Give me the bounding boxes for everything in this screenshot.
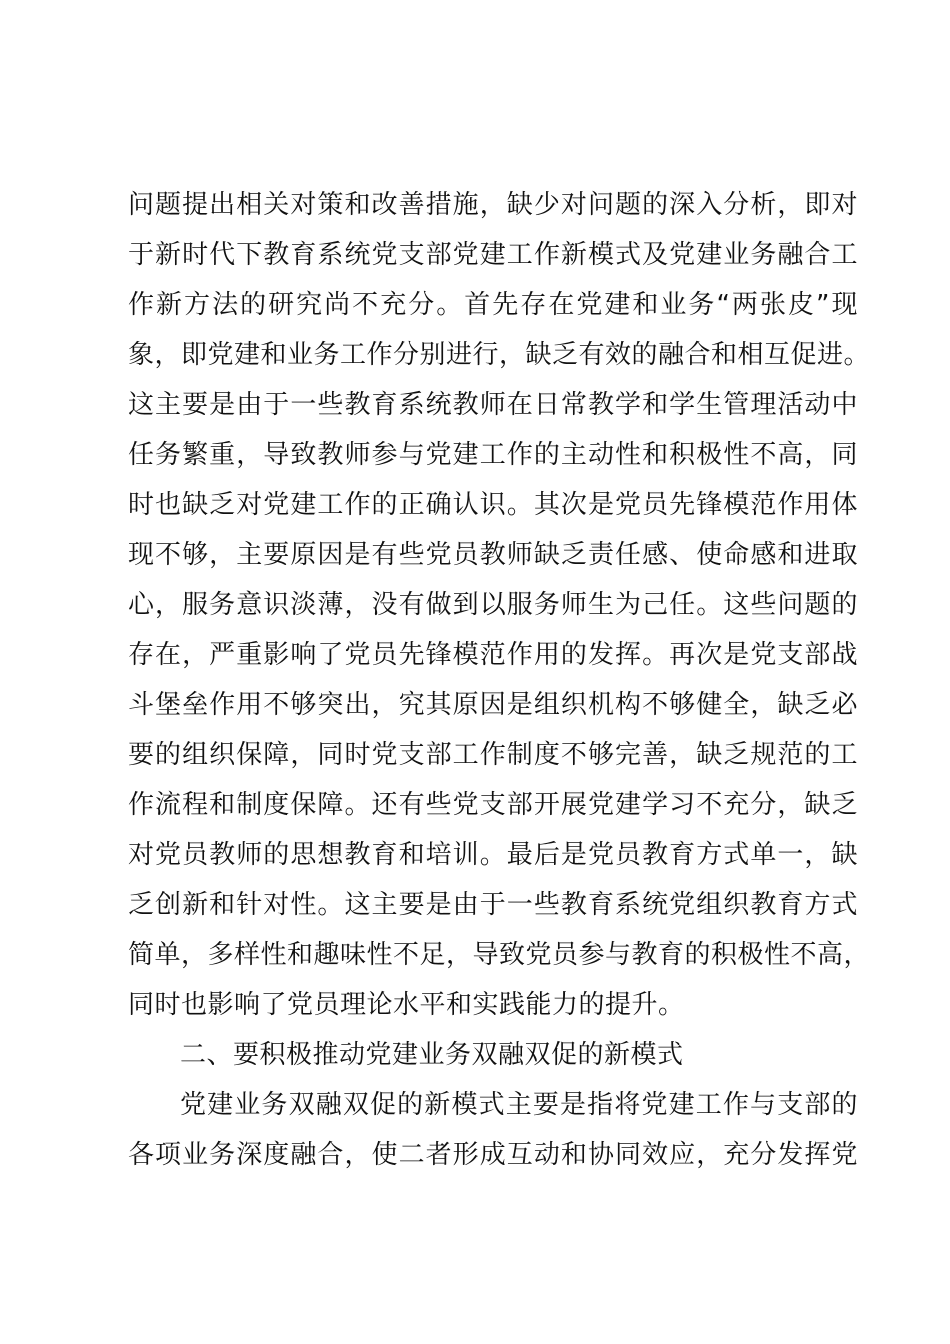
text-line: 斗堡垒作用不够突出，究其原因是组织机构不够健全，缺乏必 bbox=[128, 690, 858, 720]
text-line: 作新方法的研究尚不充分。首先存在党建和业务“两张皮”现 bbox=[128, 290, 858, 320]
text-line: 乏创新和针对性。这主要是由于一些教育系统党组织教育方式 bbox=[128, 890, 858, 920]
paragraph-end-line: 同时也影响了党员理论水平和实践能力的提升。 bbox=[128, 990, 685, 1020]
text-line: 对党员教师的思想教育和培训。最后是党员教育方式单一，缺 bbox=[128, 840, 858, 870]
section-heading: 二、要积极推动党建业务双融双促的新模式 bbox=[180, 1040, 684, 1070]
text-line: 问题提出相关对策和改善措施，缺少对问题的深入分析，即对 bbox=[128, 190, 858, 220]
text-line: 时也缺乏对党建工作的正确认识。其次是党员先锋模范作用体 bbox=[128, 490, 858, 520]
text-line: 简单，多样性和趣味性不足，导致党员参与教育的积极性不高， bbox=[128, 940, 871, 970]
text-line: 象，即党建和业务工作分别进行，缺乏有效的融合和相互促进。 bbox=[128, 340, 871, 370]
text-line: 要的组织保障，同时党支部工作制度不够完善，缺乏规范的工 bbox=[128, 740, 858, 770]
body-text bbox=[128, 180, 871, 1180]
text-line: 党建业务双融双促的新模式主要是指将党建工作与支部的 bbox=[180, 1090, 858, 1120]
text-line: 这主要是由于一些教育系统教师在日常教学和学生管理活动中 bbox=[128, 390, 858, 420]
text-line: 现不够，主要原因是有些党员教师缺乏责任感、使命感和进取 bbox=[128, 540, 858, 570]
text-line: 心，服务意识淡薄，没有做到以服务师生为己任。这些问题的 bbox=[128, 590, 858, 620]
text-line: 任务繁重，导致教师参与党建工作的主动性和积极性不高，同 bbox=[128, 440, 858, 470]
text-line: 存在，严重影响了党员先锋模范作用的发挥。再次是党支部战 bbox=[128, 640, 858, 670]
text-line: 作流程和制度保障。还有些党支部开展党建学习不充分，缺乏 bbox=[128, 790, 858, 820]
text-line: 于新时代下教育系统党支部党建工作新模式及党建业务融合工 bbox=[128, 240, 858, 270]
text-line: 各项业务深度融合，使二者形成互动和协同效应，充分发挥党 bbox=[128, 1140, 858, 1170]
